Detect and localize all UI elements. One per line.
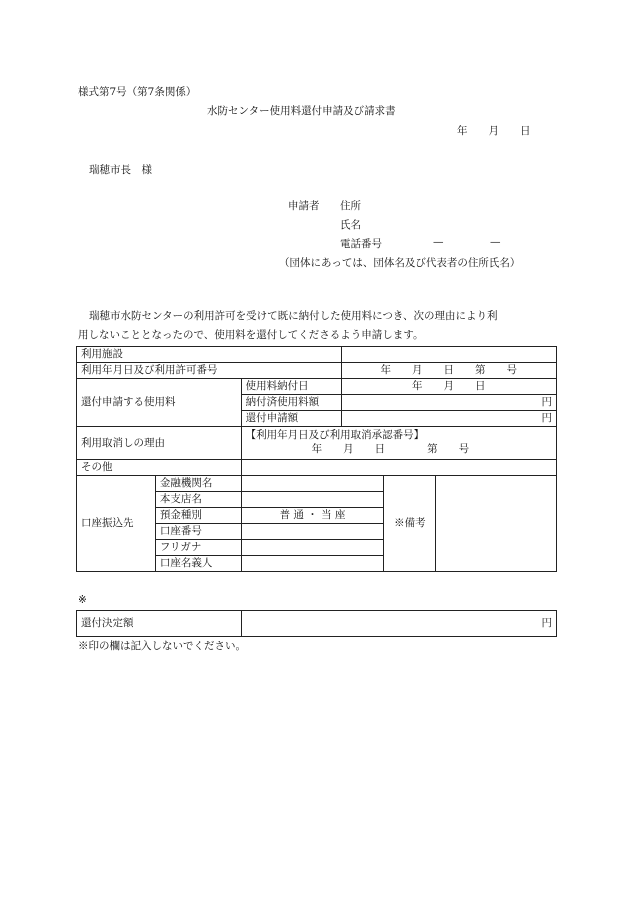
date-permit-label: 利用年月日及び利用許可番号 [77, 363, 342, 379]
phone-dash-2: — [490, 236, 501, 248]
cancel-header: 【利用年月日及び利用取消承認番号】 [245, 429, 425, 441]
bank-transfer-label: 口座振込先 [77, 476, 156, 572]
facility-label: 利用施設 [77, 347, 342, 363]
applicant-address-label: 住所 [340, 200, 361, 212]
table-row [77, 427, 557, 460]
branch-name-field[interactable] [241, 492, 384, 508]
bank-name-label: 金融機関名 [155, 476, 241, 492]
body-text-line-1: 瑞穂市水防センターの利用許可を受けて既に納付した使用料につき、次の理由により利 [89, 310, 498, 322]
cancel-reason-label: 利用取消しの理由 [77, 427, 242, 460]
cancel-value: 年 月 日 第 号 [311, 443, 470, 455]
date-permit-value[interactable]: 年 月 日 第 号 [341, 363, 556, 379]
remarks-label: ※備考 [384, 476, 436, 572]
facility-field[interactable] [341, 347, 556, 363]
account-holder-label: 口座名義人 [155, 556, 241, 572]
table-row [77, 460, 557, 476]
applicant-name-label: 氏名 [340, 219, 361, 231]
account-number-label: 口座番号 [155, 524, 241, 540]
other-label: その他 [77, 460, 242, 476]
applicant-label: 申請者 [288, 200, 320, 212]
paid-date-label: 使用料納付日 [241, 379, 341, 395]
refund-application-table [76, 346, 557, 572]
table-row [77, 611, 557, 637]
refund-amount-label: 還付申請額 [241, 411, 341, 427]
decision-mark: ※ [78, 594, 87, 606]
table-row [77, 347, 557, 363]
form-id: 様式第7号（第7条関係） [78, 86, 197, 98]
table-row [77, 379, 557, 395]
applicant-note: （団体にあっては、団体名及び代表者の住所氏名） [279, 257, 521, 269]
bank-name-field[interactable] [241, 476, 384, 492]
table-row [77, 363, 557, 379]
document-title: 水防センター使用料還付申請及び請求書 [207, 105, 396, 117]
addressee: 瑞穂市長 様 [89, 164, 152, 176]
account-holder-field[interactable] [241, 556, 384, 572]
account-type-label: 預金種別 [155, 508, 241, 524]
paid-date-value[interactable]: 年 月 日 [341, 379, 556, 395]
account-type-field[interactable]: 普 通 ・ 当 座 [241, 508, 384, 524]
table-row [77, 476, 557, 492]
body-text-line-2: 用しないこととなったので、使用料を還付してくださるよう申請します。 [78, 329, 424, 341]
phone-dash-1: — [433, 236, 444, 248]
decision-amount-field[interactable]: 円 [241, 611, 556, 637]
applicant-phone-label: 電話番号 [340, 238, 382, 250]
date-line: 年 月 日 [457, 125, 531, 137]
cancel-reason-field[interactable] [241, 427, 556, 460]
branch-name-label: 本支店名 [155, 492, 241, 508]
other-field[interactable] [241, 460, 556, 476]
refund-amount-value[interactable]: 円 [341, 411, 556, 427]
refund-decision-table [76, 610, 557, 637]
paid-amount-value[interactable]: 円 [341, 395, 556, 411]
footnote: ※印の欄は記入しないでください。 [78, 640, 246, 652]
refund-fee-label: 還付申請する使用料 [77, 379, 242, 427]
paid-amount-label: 納付済使用料額 [241, 395, 341, 411]
remarks-field[interactable] [436, 476, 557, 572]
account-number-field[interactable] [241, 524, 384, 540]
furigana-field[interactable] [241, 540, 384, 556]
furigana-label: フリガナ [155, 540, 241, 556]
decision-label: 還付決定額 [77, 611, 242, 637]
